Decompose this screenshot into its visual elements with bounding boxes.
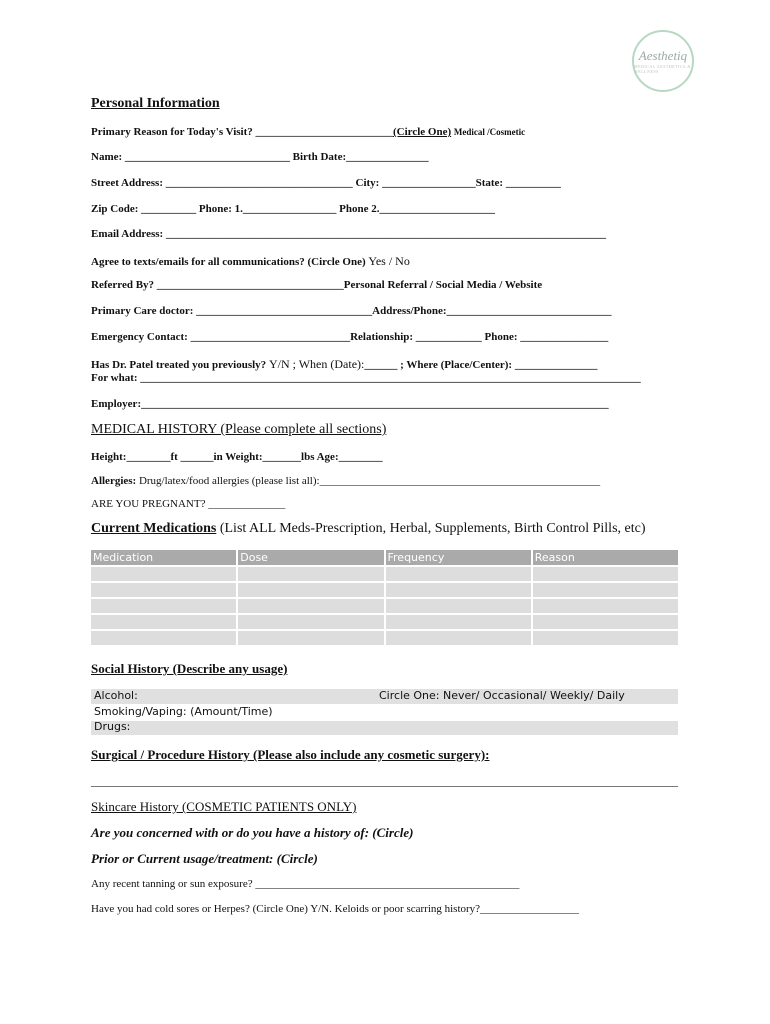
prior-treatment-prompt: Prior or Current usage/treatment: (Circle) — [91, 851, 318, 866]
primary-care-field[interactable]: Primary Care doctor: ________________________________Address/Phone:______________________________ — [91, 305, 612, 317]
referred-by-field[interactable]: Referred By? __________________________________Personal Referral / Social Media / Website — [91, 279, 543, 291]
table-cell[interactable] — [91, 615, 236, 629]
email-field[interactable]: Email Address: ________________________________________________________________________________ — [91, 228, 606, 240]
logo-tagline: MEDICAL AESTHETICS & WELLNESS — [634, 64, 691, 74]
employer-field[interactable]: Employer:_____________________________________________________________________________________ — [91, 398, 609, 410]
visit-reason-field[interactable] — [91, 126, 525, 138]
allergies-prompt[interactable]: Drug/latex/food allergies (please list all):___________________________________________________ — [138, 475, 601, 487]
column-header: Reason — [533, 550, 678, 565]
table-cell[interactable] — [533, 567, 678, 581]
medications-heading: Current Medications — [91, 521, 217, 536]
skin-concerns-prompt: Are you concerned with or do you have a history of: (Circle) — [91, 825, 414, 840]
table-row — [91, 631, 678, 645]
consent-field[interactable] — [91, 254, 410, 269]
drugs-row-shade — [91, 721, 678, 735]
logo-wordmark: Aesthetiq — [638, 48, 688, 63]
consent-options[interactable]: Yes / No — [368, 254, 410, 268]
prior-treatment-field[interactable] — [91, 357, 597, 372]
address-field[interactable]: Street Address: __________________________________ City: _________________State: __________ — [91, 177, 561, 189]
cold-sores-keloid-field[interactable]: Have you had cold sores or Herpes? (Circle One) Y/N. Keloids or poor scarring history?__________________ — [91, 903, 580, 915]
tanning-field[interactable]: Any recent tanning or sun exposure? ________________________________________________ — [91, 878, 520, 890]
medications-header-row — [91, 550, 678, 565]
allergies-label: Allergies: — [91, 475, 137, 487]
personal-info-heading: Personal Information — [91, 96, 220, 111]
name-birthdate-field[interactable]: Name: ______________________________ Birth Date:_______________ — [91, 151, 429, 163]
table-cell[interactable] — [238, 631, 383, 645]
medical-history-heading: MEDICAL HISTORY (Please complete all sections) — [91, 422, 387, 437]
table-row — [91, 583, 678, 597]
table-row — [91, 567, 678, 581]
table-cell[interactable] — [238, 615, 383, 629]
table-cell[interactable] — [238, 599, 383, 613]
table-cell[interactable] — [238, 567, 383, 581]
table-cell[interactable] — [91, 631, 236, 645]
alcohol-field[interactable]: Alcohol: — [94, 689, 138, 702]
visit-reason-label: Primary Reason for Today's Visit? — [91, 126, 253, 138]
column-header: Medication — [91, 550, 236, 565]
medications-table — [89, 548, 680, 647]
table-cell[interactable] — [533, 631, 678, 645]
table-cell[interactable] — [386, 631, 531, 645]
visit-options[interactable]: Medical /Cosmetic — [453, 127, 526, 137]
prior-treatment-question: Has Dr. Patel treated you previously? — [91, 359, 267, 371]
prior-treatment-where[interactable]: ______ ; Where (Place/Center): _______________ — [364, 359, 598, 371]
social-history-heading: Social History (Describe any usage) — [91, 661, 288, 676]
table-cell[interactable] — [91, 599, 236, 613]
column-header: Frequency — [386, 550, 531, 565]
alcohol-frequency-options[interactable]: Circle One: Never/ Occasional/ Weekly/ Daily — [379, 689, 625, 702]
table-cell[interactable] — [386, 567, 531, 581]
pregnancy-field[interactable]: ARE YOU PREGNANT? ______________ — [91, 498, 286, 510]
table-cell[interactable] — [533, 583, 678, 597]
surgical-history-line[interactable] — [91, 786, 678, 787]
table-row — [91, 615, 678, 629]
medications-subheading: (List ALL Meds-Prescription, Herbal, Supplements, Birth Control Pills, etc) — [219, 521, 646, 536]
allergies-field[interactable] — [91, 475, 600, 487]
table-cell[interactable] — [533, 615, 678, 629]
medications-title — [91, 521, 646, 537]
clinic-logo — [632, 30, 694, 92]
table-cell[interactable] — [386, 615, 531, 629]
table-cell[interactable] — [533, 599, 678, 613]
smoking-field[interactable]: Smoking/Vaping: (Amount/Time) — [94, 705, 273, 718]
prior-treatment-yn[interactable]: Y/N ; When (Date): — [268, 357, 365, 371]
table-cell[interactable] — [386, 583, 531, 597]
table-cell[interactable] — [91, 567, 236, 581]
table-cell[interactable] — [91, 583, 236, 597]
vitals-field[interactable]: Height:________ft ______in Weight:_______lbs Age:________ — [91, 451, 383, 463]
circle-one-note: (Circle One) — [393, 126, 452, 138]
zip-phone-field[interactable]: Zip Code: __________ Phone: 1._________________ Phone 2._____________________ — [91, 203, 495, 215]
surgical-history-heading: Surgical / Procedure History (Please also include any cosmetic surgery): — [91, 747, 490, 762]
for-what-field[interactable]: For what: ___________________________________________________________________________________________ — [91, 372, 641, 384]
column-header: Dose — [238, 550, 383, 565]
table-cell[interactable] — [386, 599, 531, 613]
table-row — [91, 599, 678, 613]
visit-reason-blank[interactable]: _________________________ — [255, 126, 394, 138]
table-cell[interactable] — [238, 583, 383, 597]
skincare-history-heading: Skincare History (COSMETIC PATIENTS ONLY) — [91, 799, 357, 814]
emergency-contact-field[interactable]: Emergency Contact: _____________________________Relationship: ____________ Phone: ________________ — [91, 331, 609, 343]
drugs-field[interactable]: Drugs: — [94, 720, 131, 733]
consent-label: Agree to texts/emails for all communications? (Circle One) — [91, 256, 366, 268]
